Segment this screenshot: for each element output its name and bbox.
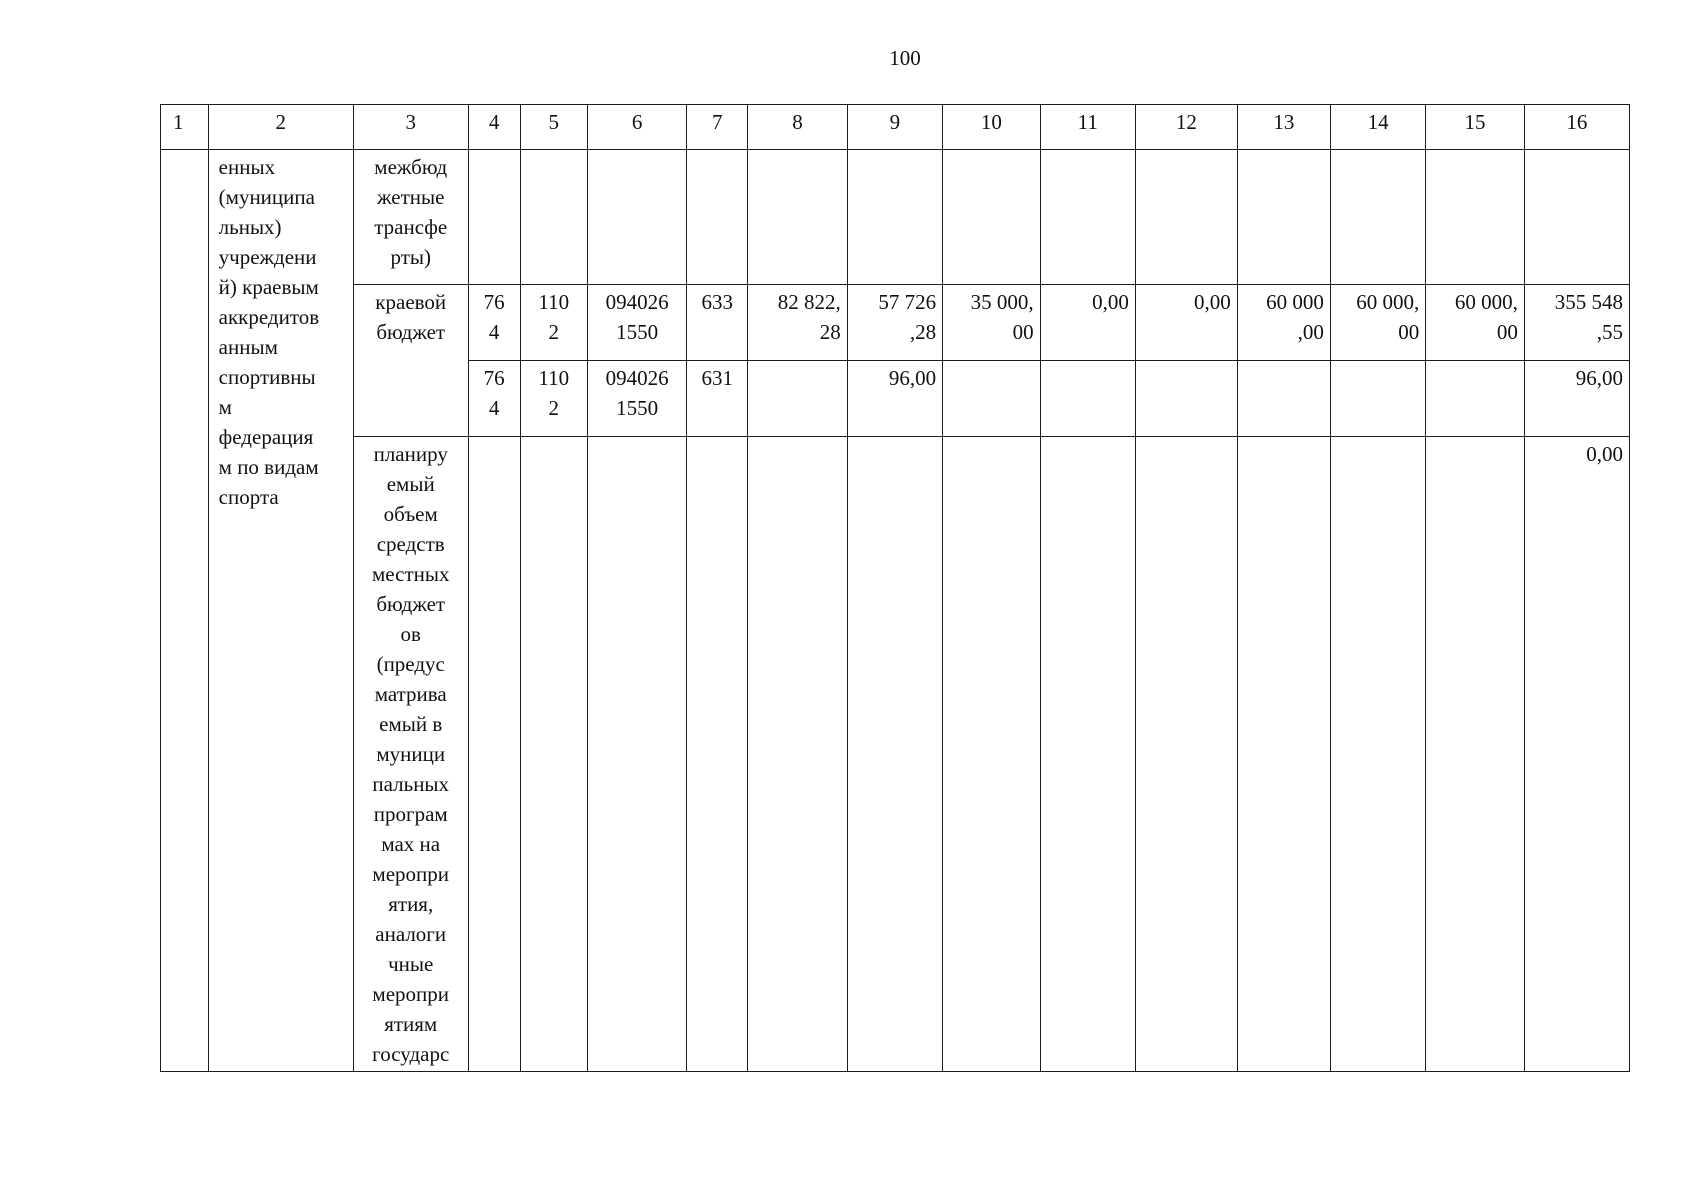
empty-cell — [520, 150, 587, 285]
empty-cell — [520, 437, 587, 1072]
value-col-11 — [1040, 361, 1135, 437]
empty-cell — [1237, 150, 1330, 285]
rzpr-cell: 110 2 — [520, 361, 587, 437]
rzpr-cell: 110 2 — [520, 285, 587, 361]
empty-cell — [687, 437, 748, 1072]
value-col-9: 96,00 — [847, 361, 942, 437]
empty-cell — [1040, 150, 1135, 285]
empty-cell — [1040, 437, 1135, 1072]
header-col-16: 16 — [1524, 105, 1629, 150]
row-name-line: аккредитов — [218, 305, 320, 329]
empty-cell — [587, 150, 687, 285]
value-col-14 — [1330, 361, 1425, 437]
empty-cell — [1330, 150, 1425, 285]
local-total-cell: 0,00 — [1524, 437, 1629, 1072]
empty-cell — [1237, 437, 1330, 1072]
csr-cell: 094026 1550 — [587, 285, 687, 361]
value-col-13: 60 000 ,00 — [1237, 285, 1330, 361]
source-regional-cell — [353, 285, 468, 437]
empty-cell — [587, 437, 687, 1072]
value-col-10 — [943, 361, 1041, 437]
vr-cell: 633 — [687, 285, 748, 361]
source-interbudget-cell — [353, 150, 468, 285]
header-col-11: 11 — [1040, 105, 1135, 150]
table-row — [161, 437, 1630, 1072]
empty-cell — [687, 150, 748, 285]
row-name-line: (муниципа — [218, 185, 315, 209]
value-col-8: 82 822, 28 — [748, 285, 848, 361]
grbs-cell: 76 4 — [468, 361, 520, 437]
row-name-line: учреждени — [218, 245, 317, 269]
header-col-2: 2 — [208, 105, 353, 150]
header-col-10: 10 — [943, 105, 1041, 150]
value-col-12 — [1135, 361, 1237, 437]
grbs-cell: 76 4 — [468, 285, 520, 361]
empty-cell — [1426, 437, 1525, 1072]
header-col-15: 15 — [1426, 105, 1525, 150]
empty-cell — [847, 437, 942, 1072]
value-col-16: 96,00 — [1524, 361, 1629, 437]
empty-cell — [748, 437, 848, 1072]
value-col-12: 0,00 — [1135, 285, 1237, 361]
row-name-line: м по видам — [218, 455, 319, 479]
value-col-10: 35 000, 00 — [943, 285, 1041, 361]
source-line: бюджет — [376, 320, 446, 344]
source-line: межбюд — [374, 155, 448, 179]
empty-cell — [468, 150, 520, 285]
value-col-8 — [748, 361, 848, 437]
row-name-line: спорта — [218, 485, 279, 509]
value-col-13 — [1237, 361, 1330, 437]
row-name-line: м — [218, 395, 232, 419]
csr-cell: 094026 1550 — [587, 361, 687, 437]
row-name-line: анным — [218, 335, 278, 359]
empty-cell — [1330, 437, 1425, 1072]
header-row — [161, 105, 1630, 150]
empty-cell — [943, 437, 1041, 1072]
value-col-9: 57 726 ,28 — [847, 285, 942, 361]
budget-table — [160, 104, 1630, 1072]
empty-cell — [943, 150, 1041, 285]
header-col-13: 13 — [1237, 105, 1330, 150]
value-col-11: 0,00 — [1040, 285, 1135, 361]
empty-cell — [847, 150, 942, 285]
header-col-6: 6 — [587, 105, 687, 150]
page-number: 100 — [889, 46, 921, 70]
row-name-line: льных) — [218, 215, 282, 239]
row-name-line: федерация — [218, 425, 314, 449]
header-col-9: 9 — [847, 105, 942, 150]
header-col-8: 8 — [748, 105, 848, 150]
empty-cell — [1524, 150, 1629, 285]
header-col-12: 12 — [1135, 105, 1237, 150]
cell-col-1 — [161, 150, 209, 1072]
value-col-14: 60 000, 00 — [1330, 285, 1425, 361]
empty-cell — [1135, 150, 1237, 285]
row-name-cell — [208, 150, 353, 1072]
source-local-cell: планиру емый объем средств местных бюджет ов (предус матрива емый в муници пальных програм мах на меропри ятия, аналоги чные меропри ятиям государс — [353, 437, 468, 1072]
value-col-15 — [1426, 361, 1525, 437]
empty-cell — [748, 150, 848, 285]
source-line: краевой — [375, 290, 447, 314]
source-line: рты) — [390, 245, 431, 269]
empty-cell — [1135, 437, 1237, 1072]
header-col-3: 3 — [353, 105, 468, 150]
vr-cell: 631 — [687, 361, 748, 437]
header-col-1: 1 — [161, 105, 209, 150]
row-name-line: енных — [218, 155, 276, 179]
table-row — [161, 150, 1630, 285]
row-name-line: й) краевым — [218, 275, 319, 299]
row-name-line: спортивны — [218, 365, 316, 389]
source-line: трансфе — [374, 215, 448, 239]
header-col-7: 7 — [687, 105, 748, 150]
empty-cell — [1426, 150, 1525, 285]
header-col-4: 4 — [468, 105, 520, 150]
header-col-5: 5 — [520, 105, 587, 150]
header-col-14: 14 — [1330, 105, 1425, 150]
table-row — [161, 285, 1630, 361]
value-col-16: 355 548 ,55 — [1524, 285, 1629, 361]
empty-cell — [468, 437, 520, 1072]
source-line: жетные — [377, 185, 445, 209]
value-col-15: 60 000, 00 — [1426, 285, 1525, 361]
